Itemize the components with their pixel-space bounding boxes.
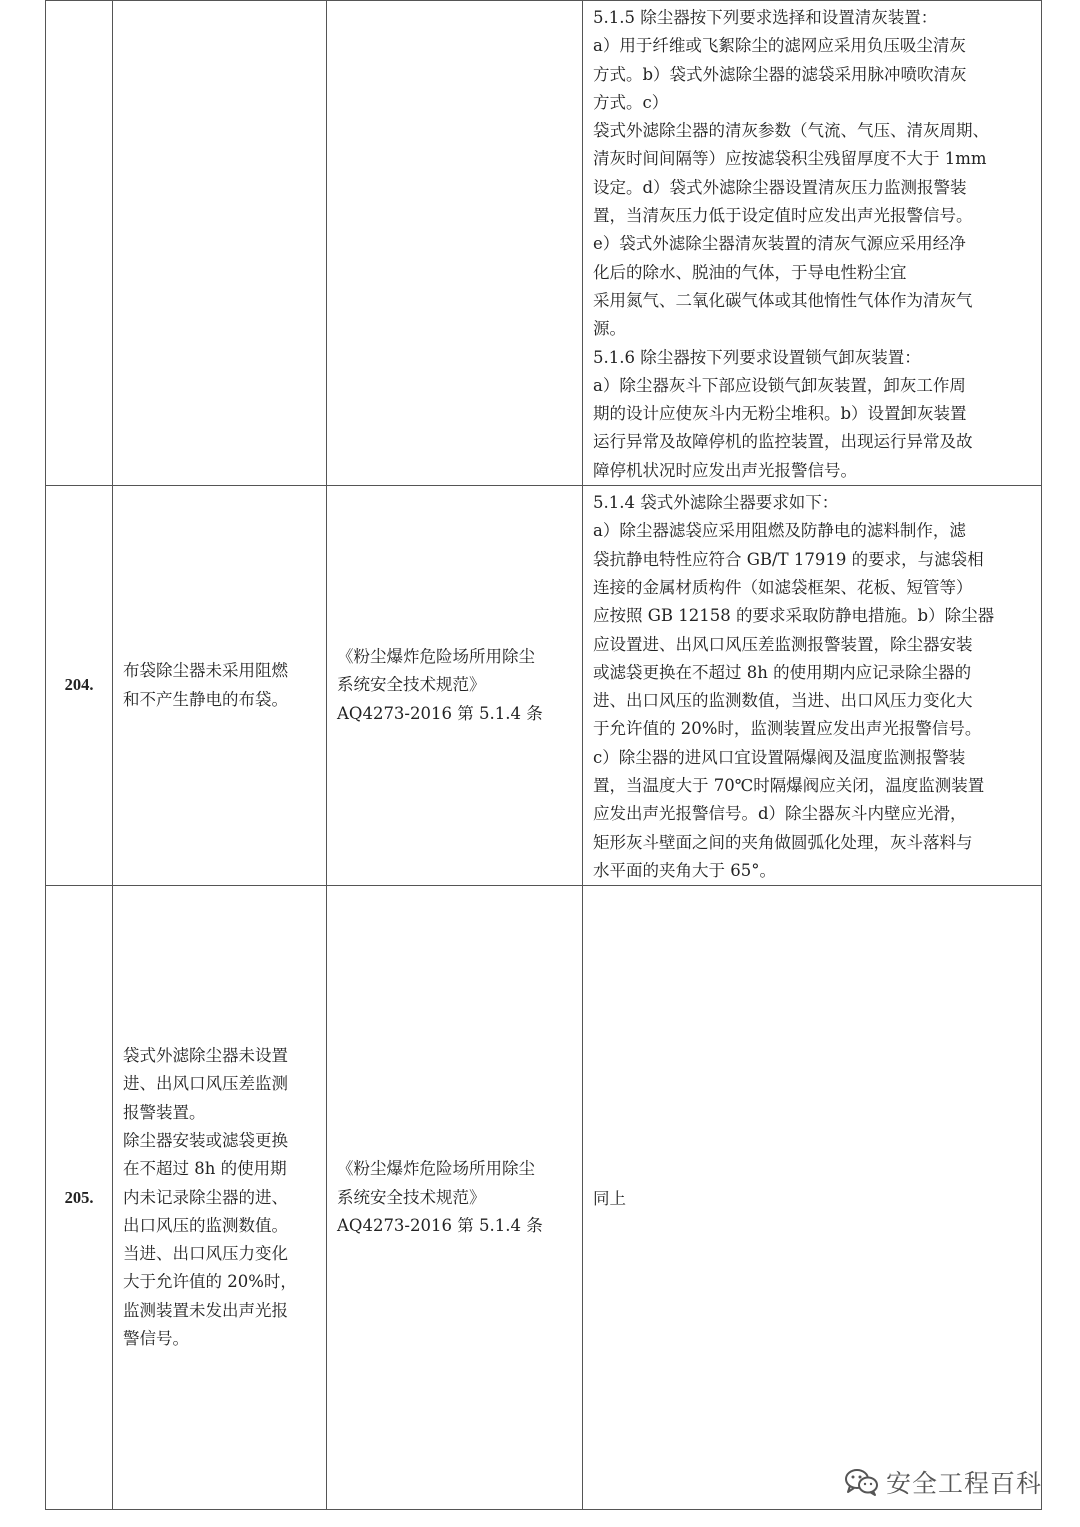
clause-line: 或滤袋更换在不超过 8h 的使用期内应记录除尘器的 [593, 662, 972, 682]
clause-line: e）袋式外滤除尘器清灰装置的清灰气源应采用经净 [593, 234, 966, 254]
clause-line: 方式。c） [593, 92, 669, 112]
clause-cell [583, 1, 1042, 486]
clause-cell [583, 886, 1042, 1510]
clause-line: 清灰时间间隔等）应按滤袋积尘残留厚度不大于 1mm [593, 149, 987, 169]
watermark [844, 1464, 1042, 1500]
clause-line: 5.1.5 除尘器按下列要求选择和设置清灰装置： [593, 8, 938, 27]
basis-cell [327, 1, 583, 486]
clause-line: 连接的金属材质构件（如滤袋框架、花板、短管等） [593, 577, 973, 597]
hazard-line: 监测装置未发出声光报 [123, 1300, 288, 1320]
clause-line: c）除尘器的进风口宜设置隔爆阀及温度监测报警装 [593, 747, 966, 767]
basis-line: 系统安全技术规范》 [337, 675, 486, 695]
table-row [46, 886, 1042, 1510]
watermark-text: 安全工程百科 [885, 1469, 1042, 1498]
hazard-line: 在不超过 8h 的使用期 [123, 1159, 287, 1179]
row-number-text: 205. [64, 1187, 94, 1207]
row-number [46, 886, 113, 1510]
hazard-line: 警信号。 [123, 1329, 189, 1349]
clause-line: 同上 [593, 1189, 626, 1209]
clause-line: 矩形灰斗壁面之间的夹角做圆弧化处理，灰斗落料与 [593, 832, 973, 852]
hazard-line: 报警装置。 [123, 1102, 206, 1122]
hazard-cell [113, 886, 327, 1510]
clause-line: 源。 [593, 319, 626, 339]
basis-line: 《粉尘爆炸危险场所用除尘 [337, 1159, 535, 1179]
clause-line: 运行异常及故障停机的监控装置，出现运行异常及故 [593, 432, 973, 452]
hazard-line: 出口风压的监测数值。 [123, 1215, 288, 1235]
clause-line: a）除尘器滤袋应采用阻燃及防静电的滤料制作，滤 [593, 521, 966, 541]
clause-line: 采用氮气、二氧化碳气体或其他惰性气体作为清灰气 [593, 290, 973, 310]
clause-line: 进、出口风压的监测数值，当进、出口风压力变化大 [593, 691, 973, 711]
hazard-line: 当进、出口风压力变化 [123, 1244, 288, 1264]
clause-line: 置，当清灰压力低于设定值时应发出声光报警信号。 [593, 206, 973, 226]
table-row [46, 1, 1042, 486]
clause-line: 应发出声光报警信号。d）除尘器灰斗内壁应光滑， [593, 804, 967, 824]
clause-line: 应按照 GB 12158 的要求采取防静电措施。b）除尘器 [593, 606, 995, 626]
clause-line: 置，当温度大于 70℃时隔爆阀应关闭，温度监测装置 [593, 776, 985, 796]
basis-cell [327, 886, 583, 1510]
clause-line: 设定。d）袋式外滤除尘器设置清灰压力监测报警装 [593, 177, 967, 197]
basis-line: 《粉尘爆炸危险场所用除尘 [337, 647, 535, 667]
clause-line: 应设置进、出风口风压差监测报警装置，除尘器安装 [593, 634, 973, 654]
clause-cell [583, 486, 1042, 886]
hazard-table [45, 0, 1042, 1510]
clause-line: 5.1.6 除尘器按下列要求设置锁气卸灰装置： [593, 347, 921, 367]
basis-line: AQ4273-2016 第 5.1.4 条 [337, 703, 543, 723]
row-number [46, 1, 113, 486]
hazard-cell [113, 486, 327, 886]
basis-cell [327, 486, 583, 886]
hazard-line: 除尘器安装或滤袋更换 [123, 1130, 288, 1150]
hazard-line: 袋式外滤除尘器未设置 [123, 1046, 288, 1066]
clause-line: 于允许值的 20%时，监测装置应发出声光报警信号。 [593, 719, 982, 739]
row-number [46, 486, 113, 886]
clause-line: a）除尘器灰斗下部应设锁气卸灰装置，卸灰工作周 [593, 375, 966, 395]
clause-line: 水平面的夹角大于 65°。 [593, 860, 776, 880]
hazard-line: 大于允许值的 20%时， [123, 1272, 297, 1292]
clause-line: a）用于纤维或飞絮除尘的滤网应采用负压吸尘清灰 [593, 36, 966, 56]
basis-line: 系统安全技术规范》 [337, 1187, 486, 1207]
clause-line: 5.1.4 袋式外滤除尘器要求如下： [593, 493, 839, 513]
clause-line: 期的设计应使灰斗内无粉尘堆积。b）设置卸灰装置 [593, 404, 967, 424]
clause-line: 障停机状况时应发出声光报警信号。 [593, 460, 857, 480]
hazard-line: 内未记录除尘器的进、 [123, 1187, 288, 1207]
clause-line: 方式。b）袋式外滤除尘器的滤袋采用脉冲喷吹清灰 [593, 64, 967, 84]
basis-line: AQ4273-2016 第 5.1.4 条 [337, 1215, 543, 1235]
clause-line: 化后的除水、脱油的气体，于导电性粉尘宜 [593, 262, 907, 282]
wechat-icon [844, 1467, 880, 1497]
hazard-line: 进、出风口风压差监测 [123, 1074, 288, 1094]
hazard-cell [113, 1, 327, 486]
table-row [46, 486, 1042, 886]
hazard-line: 布袋除尘器未采用阻燃 [123, 661, 288, 681]
hazard-line: 和不产生静电的布袋。 [123, 689, 288, 709]
clause-line: 袋式外滤除尘器的清灰参数（气流、气压、清灰周期、 [593, 121, 989, 141]
clause-line: 袋抗静电特性应符合 GB/T 17919 的要求，与滤袋相 [593, 549, 984, 569]
row-number-text: 204. [64, 675, 94, 695]
